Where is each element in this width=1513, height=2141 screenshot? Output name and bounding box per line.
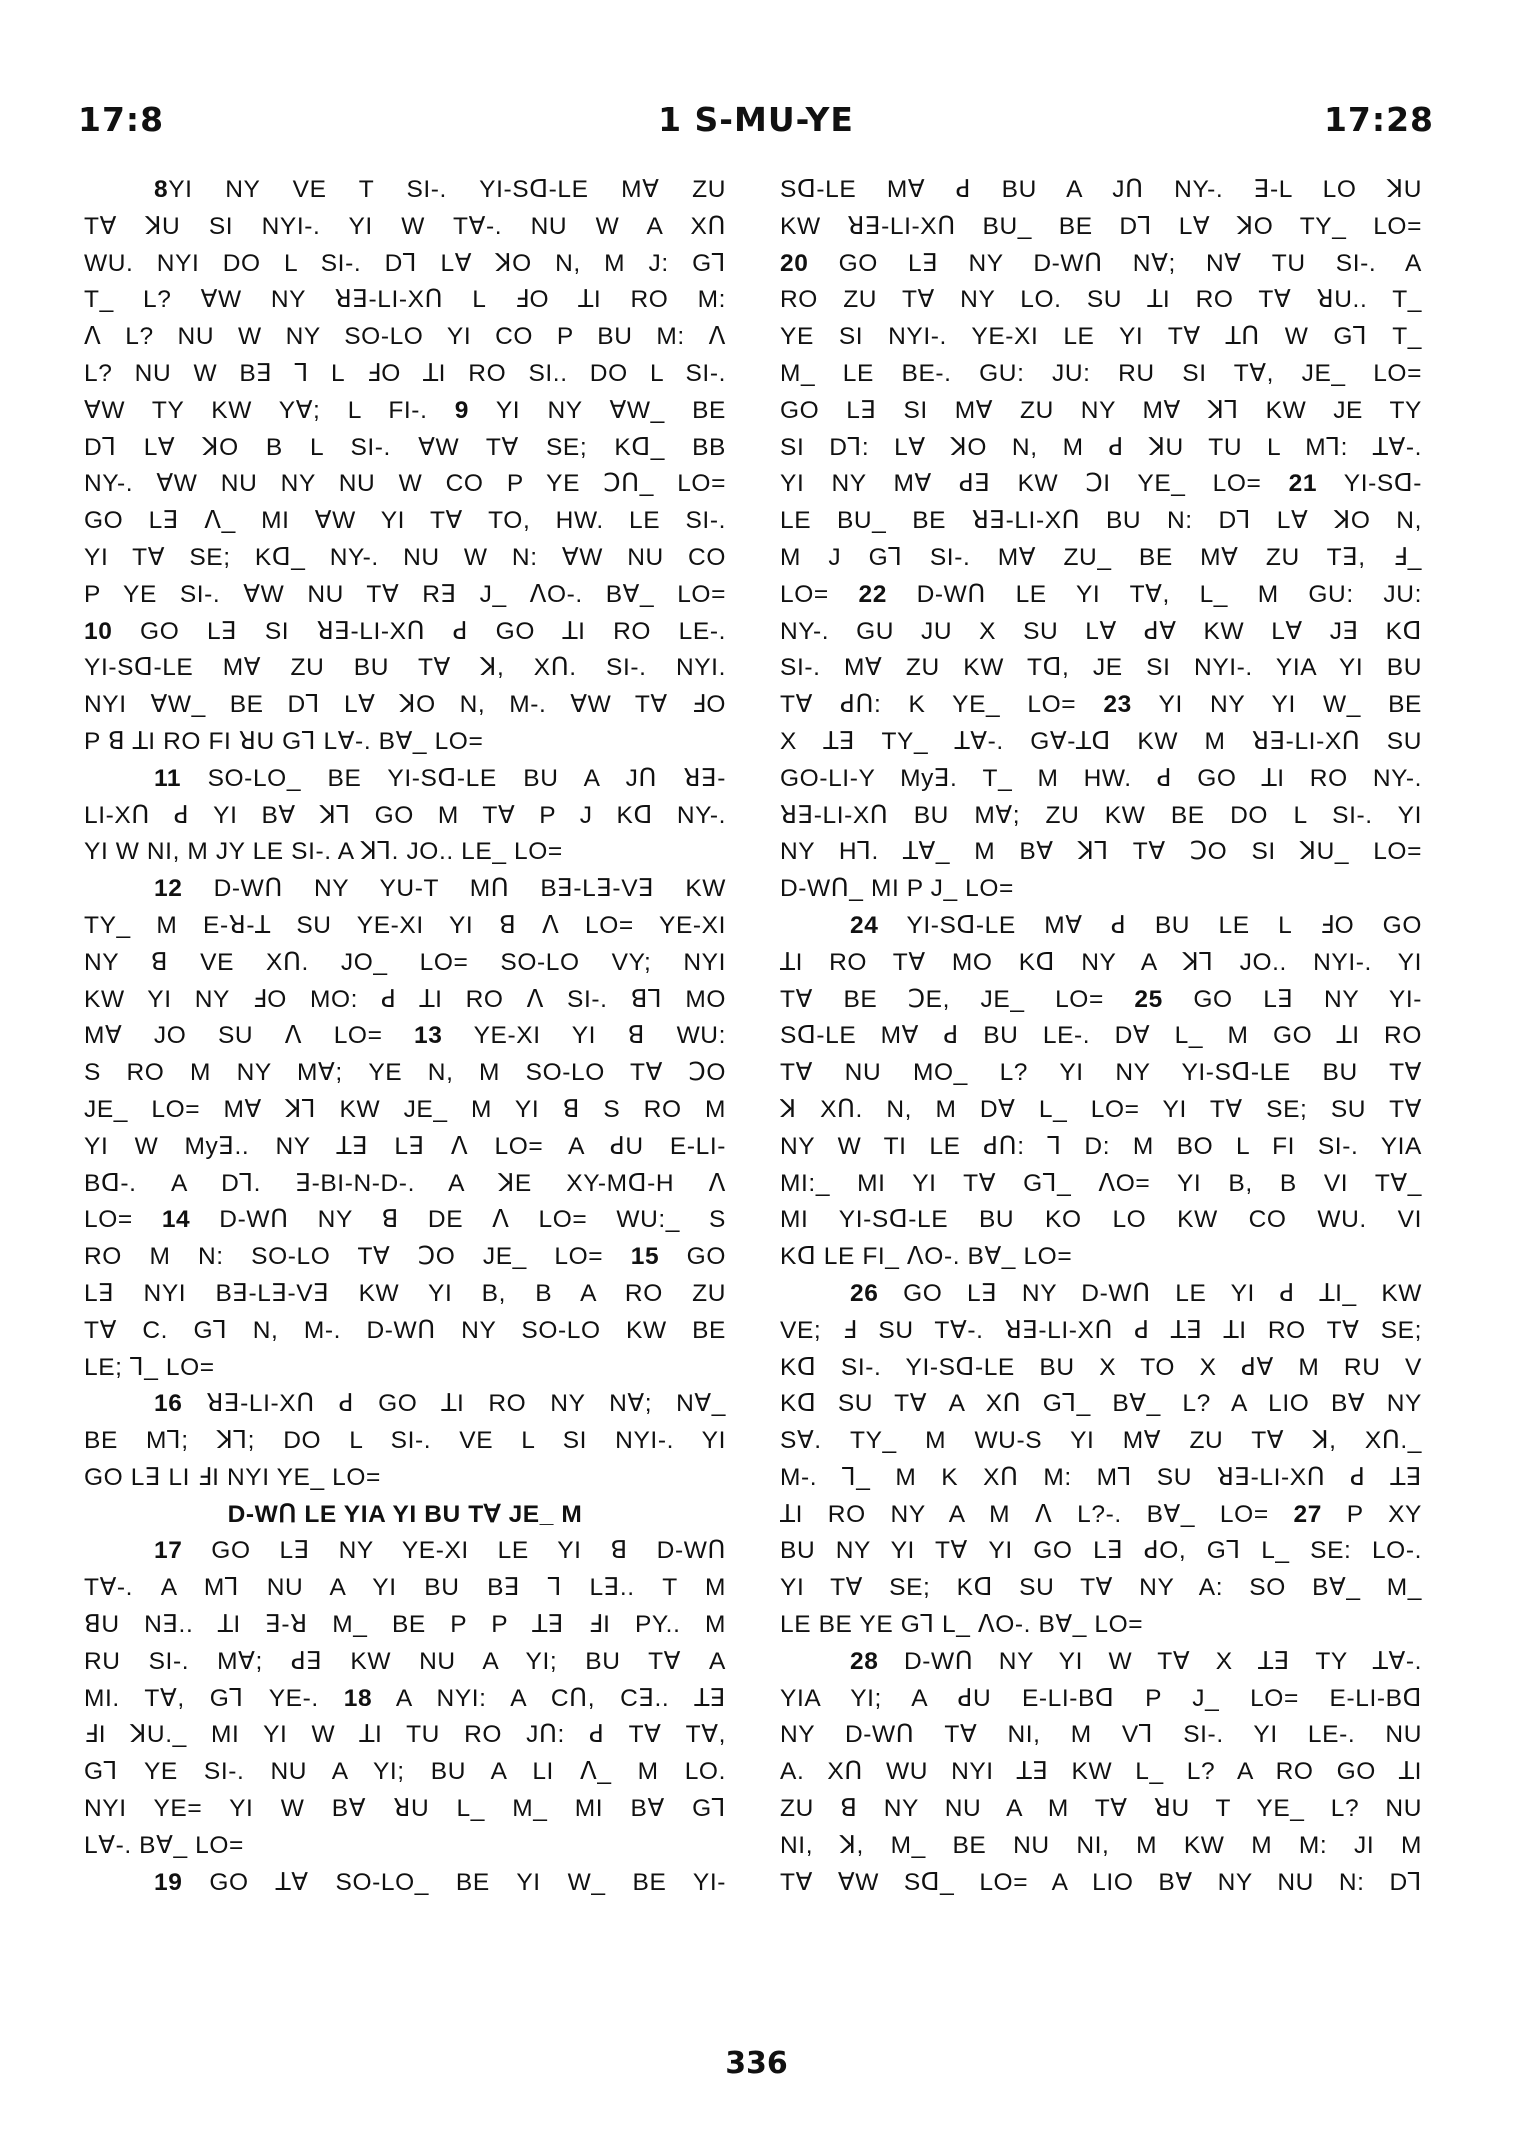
- verse-number: 20: [780, 249, 809, 277]
- line-text: YE SI NYI-. YE-XI LE YI Tꓯ ꓕꓵ W Gꓶ T_: [780, 323, 1422, 351]
- line-text: YI-Sꓷ-: [1317, 470, 1422, 498]
- text-line: [84, 945, 726, 982]
- text-line: [780, 282, 1422, 319]
- line-text: Tꓯ ꓯW Sꓷ_ LO= A LIO Bꓯ NY NU N: Dꓶ: [780, 1868, 1422, 1896]
- line-text: LI-Xꓵ ꓒ YI Bꓯ ꓘꓶ GO M Tꓯ P J Kꓷ NY-.: [84, 801, 726, 829]
- line-text: Kꓷ LE FI_ ꓥO-. Bꓯ_ LO=: [780, 1243, 1073, 1271]
- running-header: [78, 100, 1434, 150]
- verse-number: 25: [1134, 985, 1163, 1013]
- text-line: [780, 1202, 1422, 1239]
- text-line: [84, 1276, 726, 1313]
- line-text: Sꓷ-LE Mꓯ ꓒ BU LE-. Dꓯ L_ M GO ꓕI RO: [780, 1022, 1422, 1050]
- text-line: [84, 982, 726, 1019]
- line-text: ꓯW TY KW Yꓯ; L FI-.: [84, 396, 455, 424]
- text-line: [780, 1423, 1422, 1460]
- text-line: [780, 1276, 1422, 1313]
- text-line: [780, 209, 1422, 246]
- line-text: JE_ LO= Mꓯ ꓘꓶ KW JE_ M YI ꓭ S RO M: [84, 1095, 726, 1123]
- line-text: MI. Tꓯ, Gꓶ YE-.: [84, 1684, 344, 1712]
- verse-number: 28: [850, 1647, 879, 1675]
- line-text: S RO M NY Mꓯ; YE N, M SO-LO Tꓯ ꓛO: [84, 1059, 726, 1087]
- text-line: [84, 761, 726, 798]
- header-book-title: 1 S-MU-YE: [658, 100, 854, 139]
- line-text: NY-. GU JU X SU Lꓯ ꓒꓯ KW Lꓯ Jꓱ Kꓷ: [780, 617, 1422, 645]
- text-line: [84, 1386, 726, 1423]
- line-text: RU SI-. Mꓯ; ꓒꓱ KW NU A YI; BU Tꓯ A: [84, 1647, 726, 1675]
- line-text: Tꓯ-. A Mꓶ NU A YI BU Bꓱ ꓶ Lꓱ.. T M: [84, 1574, 726, 1602]
- text-line: [84, 1681, 726, 1718]
- text-line: [84, 871, 726, 908]
- line-text: D-Wꓵ LE YIA YI BU Tꓯ JE_ M: [227, 1500, 583, 1528]
- verse-number: 9: [454, 396, 469, 424]
- line-text: D-Wꓵ NY ꓭ DE ꓥ LO= WU:_ S: [190, 1206, 726, 1234]
- text-line: [84, 1717, 726, 1754]
- text-line: [84, 1239, 726, 1276]
- line-text: GO Lꓱ ꓥ_ MI ꓯW YI Tꓯ TO, HW. LE SI-.: [84, 507, 726, 535]
- text-line: [780, 1533, 1422, 1570]
- line-text: ꓕI RO NY A M ꓥ L?-. Bꓯ_ LO=: [780, 1500, 1294, 1528]
- line-text: Kꓷ SU Tꓯ A Xꓵ Gꓶ_ Bꓯ_ L? A LIO Bꓯ NY: [780, 1390, 1422, 1418]
- line-text: Tꓯ C. Gꓶ N, M-. D-Wꓵ NY SO-LO KW BE: [84, 1316, 726, 1344]
- line-text: YE-XI YI ꓭ WU:: [442, 1022, 726, 1050]
- line-text: YI W Myꓱ.. NY ꓕꓱ Lꓱ ꓥ LO= A ꓒU E-LI-: [84, 1132, 726, 1160]
- page-number: 336: [725, 2046, 788, 2081]
- text-line: [780, 1166, 1422, 1203]
- line-text: GO Lꓱ LI ꓞI NYI YE_ LO=: [84, 1463, 381, 1491]
- line-text: GO ꓕꓯ SO-LO_ BE YI W_ BE YI-: [182, 1868, 726, 1896]
- verse-number: 13: [414, 1022, 443, 1050]
- line-text: T_ L? ꓯW NY ꓤꓱ-LI-Xꓵ L ꓞO ꓕI RO M:: [84, 286, 726, 314]
- line-text: ꓭU Nꓱ.. ꓕI ꓱ-ꓤ M_ BE P P ꓕꓱ ꓞI PY.. M: [84, 1611, 726, 1639]
- line-text: MI YI-Sꓷ-LE BU KO LO KW CO WU. VI: [780, 1206, 1422, 1234]
- line-text: SI-. Mꓯ ZU KW Tꓷ, JE SI NYI-. YIA YI BU: [780, 654, 1422, 682]
- text-line: [84, 834, 726, 871]
- text-line: [84, 650, 726, 687]
- text-line: [780, 1828, 1422, 1865]
- line-text: YI NY YI W_ BE: [1131, 691, 1422, 719]
- line-text: LO=: [84, 1206, 162, 1234]
- line-text: P ꓭ ꓕI RO FI ꓤU Gꓶ Lꓯ-. Bꓯ_ LO=: [84, 727, 484, 755]
- text-line: [780, 503, 1422, 540]
- text-line: [84, 1350, 726, 1387]
- text-line: [84, 172, 726, 209]
- verse-number: 18: [343, 1684, 373, 1712]
- line-text: KW ꓤꓱ-LI-Xꓵ BU_ BE Dꓶ Lꓯ ꓘO TY_ LO=: [780, 212, 1422, 240]
- line-text: NY-. ꓯW NU NY NU W CO P YE ꓛꓵ_ LO=: [84, 470, 726, 498]
- text-line: [780, 945, 1422, 982]
- text-line: [780, 1313, 1422, 1350]
- text-line: [780, 1865, 1422, 1902]
- text-line: [84, 1202, 726, 1239]
- verse-number: 21: [1288, 470, 1318, 498]
- line-text: D-Wꓵ_ MI P J_ LO=: [780, 875, 1014, 903]
- line-text: GO: [659, 1243, 726, 1271]
- text-line: [780, 246, 1422, 283]
- header-chapter-verse-end: 17:28: [1323, 100, 1434, 139]
- text-line: [84, 798, 726, 835]
- text-line: [780, 430, 1422, 467]
- line-text: RO M N: SO-LO Tꓯ ꓛO JE_ LO=: [84, 1243, 631, 1271]
- line-text: NYI YE= YI W Bꓯ ꓤU L_ M_ MI Bꓯ Gꓶ: [84, 1795, 726, 1823]
- line-text: Mꓯ JO SU ꓥ LO=: [84, 1022, 415, 1050]
- verse-number: 8: [154, 176, 169, 203]
- text-line: [780, 1239, 1422, 1276]
- line-text: LE BU_ BE ꓤꓱ-LI-Xꓵ BU N: Dꓶ Lꓯ ꓘO N,: [780, 507, 1422, 535]
- text-line: [780, 614, 1422, 651]
- right-text-column: [780, 172, 1422, 1901]
- text-line: [780, 1754, 1422, 1791]
- line-text: TY_ M E-ꓤ-ꓕ SU YE-XI YI ꓭ ꓥ LO= YE-XI: [84, 911, 726, 939]
- verse-number: 14: [161, 1206, 191, 1234]
- line-text: Dꓶ Lꓯ ꓘO B L SI-. ꓯW Tꓯ SE; Kꓷ_ BB: [84, 433, 726, 461]
- left-text-column: [84, 172, 726, 1901]
- text-line: [84, 1313, 726, 1350]
- text-line: [780, 761, 1422, 798]
- verse-number: 22: [858, 580, 887, 608]
- line-text: ꓥ L? NU W NY SO-LO YI CO P BU M: ꓥ: [84, 323, 726, 351]
- verse-number: 27: [1293, 1500, 1322, 1528]
- text-line: [780, 1497, 1422, 1534]
- line-text: M-. ꓶ_ M K Xꓵ M: Mꓶ SU ꓤꓱ-LI-Xꓵ ꓒ ꓕꓱ: [780, 1463, 1422, 1491]
- line-text: Tꓯ BE ꓛE, JE_ LO=: [780, 985, 1135, 1013]
- text-line: [84, 614, 726, 651]
- line-text: ꓞI ꓘU._ MI YI W ꓕI TU RO Jꓵ: ꓒ Tꓯ Tꓯ,: [84, 1721, 726, 1749]
- line-text: D-Wꓵ NY YU-T Mꓵ Bꓱ-Lꓱ-Vꓱ KW: [182, 875, 726, 903]
- text-line: [84, 1460, 726, 1497]
- line-text: WU. NYI DO L SI-. Dꓶ Lꓯ ꓘO N, M J: Gꓶ: [84, 249, 726, 277]
- verse-number: 24: [850, 911, 879, 939]
- text-line: [84, 1055, 726, 1092]
- text-line: [780, 1018, 1422, 1055]
- line-text: M J Gꓶ SI-. Mꓯ ZU_ BE Mꓯ ZU Tꓱ, ꓞ_: [780, 543, 1422, 571]
- verse-number: 16: [154, 1390, 183, 1418]
- text-line: [780, 1570, 1422, 1607]
- text-line: [84, 319, 726, 356]
- text-line: [780, 1386, 1422, 1423]
- line-text: GO Lꓱ NY YE-XI LE YI ꓭ D-Wꓵ: [182, 1537, 726, 1565]
- line-text: SI Dꓶ: Lꓯ ꓘO N, M ꓒ ꓘU TU L Mꓶ: ꓕꓯ-.: [780, 433, 1422, 461]
- text-line: [84, 503, 726, 540]
- line-text: NYI ꓯW_ BE Dꓶ Lꓯ ꓘO N, M-. ꓯW Tꓯ ꓞO: [84, 691, 726, 719]
- line-text: YI-Sꓷ-LE Mꓯ ZU BU Tꓯ ꓘ, Xꓵ. SI-. NYI.: [84, 654, 726, 682]
- line-text: Lꓯ-. Bꓯ_ LO=: [84, 1831, 244, 1859]
- line-text: P XY: [1322, 1500, 1422, 1528]
- text-line: [84, 1092, 726, 1129]
- text-line: [780, 1644, 1422, 1681]
- text-line: [84, 687, 726, 724]
- line-text: D-Wꓵ NY YI W Tꓯ X ꓕꓱ TY ꓕꓯ-.: [878, 1647, 1422, 1675]
- text-line: [780, 834, 1422, 871]
- text-line: [780, 1460, 1422, 1497]
- line-text: Tꓯ NU MO_ L? YI NY YI-Sꓷ-LE BU Tꓯ: [780, 1059, 1422, 1087]
- line-text: BU NY YI Tꓯ YI GO Lꓱ ꓒO, Gꓶ L_ SE: LO-.: [780, 1537, 1422, 1565]
- line-text: ꓤꓱ-LI-Xꓵ ꓒ GO ꓕI RO NY Nꓯ; Nꓯ_: [182, 1390, 726, 1418]
- line-text: RO ZU Tꓯ NY LO. SU ꓕI RO Tꓯ ꓤU.. T_: [780, 286, 1422, 314]
- line-text: GO Lꓱ NY D-Wꓵ LE YI ꓒ ꓕI_ KW: [878, 1279, 1422, 1307]
- text-line: [780, 650, 1422, 687]
- line-text: GO Lꓱ SI Mꓯ ZU NY Mꓯ ꓘꓶ KW JE TY: [780, 396, 1422, 424]
- text-line: [780, 724, 1422, 761]
- line-text: YI NY ꓯW_ BE: [468, 396, 726, 424]
- line-text: D-Wꓵ LE YI Tꓯ, L_ M GU: JU:: [886, 580, 1422, 608]
- verse-number: 17: [154, 1537, 183, 1565]
- line-text: A NYI: A Cꓵ, Cꓱ.. ꓕꓱ: [372, 1684, 726, 1712]
- text-line: [84, 393, 726, 430]
- line-text: SO-LO_ BE YI-Sꓷ-LE BU A Jꓵ ꓤꓱ-: [181, 764, 726, 792]
- line-text: GO Lꓱ SI ꓤꓱ-LI-Xꓵ ꓒ GO ꓕI RO LE-.: [112, 617, 726, 645]
- line-text: M_ LE BE-. GU: JU: RU SI Tꓯ, JE_ LO=: [780, 359, 1422, 387]
- text-line: [84, 1607, 726, 1644]
- text-line: [780, 1055, 1422, 1092]
- text-line: [84, 466, 726, 503]
- text-line: [780, 798, 1422, 835]
- line-text: YI Tꓯ SE; Kꓷ_ NY-. NU W N: ꓯW NU CO: [84, 543, 726, 571]
- text-line: [780, 1092, 1422, 1129]
- verse-number: 11: [154, 764, 182, 792]
- text-line: [780, 466, 1422, 503]
- line-text: ZU ꓭ NY NU A M Tꓯ ꓤU T YE_ L? NU: [780, 1795, 1422, 1823]
- text-line: [84, 430, 726, 467]
- text-line: [84, 282, 726, 319]
- line-text: NY D-Wꓵ Tꓯ NI, M Vꓶ SI-. YI LE-. NU: [780, 1721, 1422, 1749]
- text-line: [84, 1865, 726, 1902]
- line-text: NY W TI LE ꓒꓵ: ꓶ D: M BO L FI SI-. YIA: [780, 1132, 1422, 1160]
- line-text: Tꓯ ꓘU SI NYI-. YI W Tꓯ-. NU W A Xꓵ: [84, 212, 726, 240]
- text-line: [780, 393, 1422, 430]
- line-text: X ꓕꓱ TY_ ꓕꓯ-. Gꓯ-ꓕꓷ KW M ꓤꓱ-LI-Xꓵ SU: [780, 727, 1422, 755]
- text-line: [780, 687, 1422, 724]
- text-line: [84, 1018, 726, 1055]
- line-text: YIA YI; A ꓒU E-LI-Bꓷ P J_ LO= E-LI-Bꓷ: [780, 1684, 1422, 1712]
- verse-number: 23: [1103, 691, 1132, 719]
- line-text: Sꓷ-LE Mꓯ ꓒ BU A Jꓵ NY-. ꓱ-L LO ꓘU: [780, 176, 1422, 203]
- verse-number: 19: [154, 1868, 183, 1896]
- line-text: NY ꓭ VE Xꓵ. JO_ LO= SO-LO VY; NYI: [84, 948, 726, 976]
- text-line: [84, 1570, 726, 1607]
- text-line: [84, 724, 726, 761]
- text-line: [780, 1129, 1422, 1166]
- text-line: [780, 172, 1422, 209]
- text-line: [780, 982, 1422, 1019]
- text-line: [84, 1423, 726, 1460]
- line-text: NY Hꓶ. ꓕꓯ_ M Bꓯ ꓘꓶ Tꓯ ꓛO SI ꓘU_ LO=: [780, 838, 1422, 866]
- line-text: P YE SI-. ꓯW NU Tꓯ Rꓱ J_ ꓥO-. Bꓯ_ LO=: [84, 580, 726, 608]
- verse-number: 10: [84, 617, 113, 645]
- line-text: NI, ꓘ, M_ BE NU NI, M KW M M: JI M: [780, 1831, 1422, 1859]
- line-text: MI:_ MI YI Tꓯ Gꓶ_ ꓥO= YI B, B VI Tꓯ_: [780, 1169, 1422, 1197]
- text-line: [780, 871, 1422, 908]
- verse-number: 26: [850, 1279, 879, 1307]
- text-line: [780, 356, 1422, 393]
- text-line: [780, 1791, 1422, 1828]
- text-line: [84, 246, 726, 283]
- text-line: [84, 1644, 726, 1681]
- text-line: [780, 540, 1422, 577]
- line-text: YI NY Mꓯ ꓒꓱ KW ꓛI YE_ LO=: [780, 470, 1289, 498]
- text-line: [84, 209, 726, 246]
- line-text: Lꓱ NYI Bꓱ-Lꓱ-Vꓱ KW YI B, B A RO ZU: [84, 1279, 726, 1307]
- text-line: [84, 908, 726, 945]
- text-line: [84, 577, 726, 614]
- line-text: L? NU W Bꓱ ꓶ L ꓞO ꓕI RO SI.. DO L SI-.: [84, 359, 726, 387]
- header-chapter-verse-start: 17:8: [78, 100, 165, 139]
- line-text: GO-LI-Y Myꓱ. T_ M HW. ꓒ GO ꓕI RO NY-.: [780, 764, 1422, 792]
- text-line: [780, 1607, 1422, 1644]
- line-text: ꓘ Xꓵ. N, M Dꓯ L_ LO= YI Tꓯ SE; SU Tꓯ: [780, 1095, 1422, 1123]
- line-text: YI Tꓯ SE; Kꓷ SU Tꓯ NY A: SO Bꓯ_ M_: [780, 1574, 1422, 1602]
- verse-number: 15: [630, 1243, 660, 1271]
- line-text: Gꓶ YE SI-. NU A YI; BU A LI ꓥ_ M LO.: [84, 1758, 726, 1786]
- text-line: [780, 908, 1422, 945]
- line-text: VE; ꓞ SU Tꓯ-. ꓤꓱ-LI-Xꓵ ꓒ ꓕꓱ ꓕI RO Tꓯ SE;: [780, 1316, 1422, 1344]
- line-text: Tꓯ ꓒꓵ: K YE_ LO=: [780, 691, 1104, 719]
- text-line: [780, 1350, 1422, 1387]
- line-text: LO=: [780, 580, 859, 608]
- text-line: [780, 577, 1422, 614]
- line-text: LE; ꓶ_ LO=: [84, 1353, 215, 1381]
- text-line: [84, 1166, 726, 1203]
- text-line: [84, 540, 726, 577]
- line-text: GO Lꓱ NY YI-: [1162, 985, 1422, 1013]
- verse-number: 12: [154, 875, 183, 903]
- line-text: YI-Sꓷ-LE Mꓯ ꓒ BU LE L ꓞO GO: [878, 911, 1422, 939]
- text-line: [780, 1717, 1422, 1754]
- text-line: [84, 1754, 726, 1791]
- line-text: BE Mꓶ; ꓘꓶ; DO L SI-. VE L SI NYI-. YI: [84, 1427, 726, 1455]
- line-text: YI W NI, M JY LE SI-. A ꓘꓶ. JO.. LE_ LO=: [84, 838, 563, 866]
- line-text: GO Lꓱ NY D-Wꓵ Nꓯ; Nꓯ TU SI-. A: [808, 249, 1422, 277]
- line-text: KW YI NY ꓞO MO: ꓒ ꓕI RO ꓥ SI-. ꓭꓶ MO: [84, 985, 726, 1013]
- line-text: Kꓷ SI-. YI-Sꓷ-LE BU X TO X ꓒꓯ M RU V: [780, 1353, 1422, 1381]
- text-line: [780, 319, 1422, 356]
- line-text: Sꓯ. TY_ M WU-S YI Mꓯ ZU Tꓯ ꓘ, Xꓵ._: [780, 1427, 1422, 1455]
- line-text: Bꓷ-. A Dꓶ. ꓱ-BI-N-D-. A ꓘE XY-Mꓷ-H ꓥ: [84, 1169, 726, 1197]
- line-text: LE BE YE Gꓶ L_ ꓥO-. Bꓯ_ LO=: [780, 1611, 1144, 1639]
- text-line: [84, 1791, 726, 1828]
- section-heading: [84, 1497, 726, 1534]
- line-text: ꓕI RO Tꓯ MO Kꓷ NY A ꓘꓶ JO.. NYI-. YI: [780, 948, 1422, 976]
- text-line: [84, 1533, 726, 1570]
- line-text: ꓤꓱ-LI-Xꓵ BU Mꓯ; ZU KW BE DO L SI-. YI: [780, 801, 1422, 829]
- text-line: [84, 1129, 726, 1166]
- text-line: [84, 356, 726, 393]
- text-line: [84, 1828, 726, 1865]
- line-text: YI NY VE T SI-. YI-Sꓷ-LE Mꓯ ZU: [168, 176, 726, 203]
- line-text: A. Xꓵ WU NYI ꓕꓱ KW L_ L? A RO GO ꓕI: [780, 1758, 1422, 1786]
- text-line: [780, 1681, 1422, 1718]
